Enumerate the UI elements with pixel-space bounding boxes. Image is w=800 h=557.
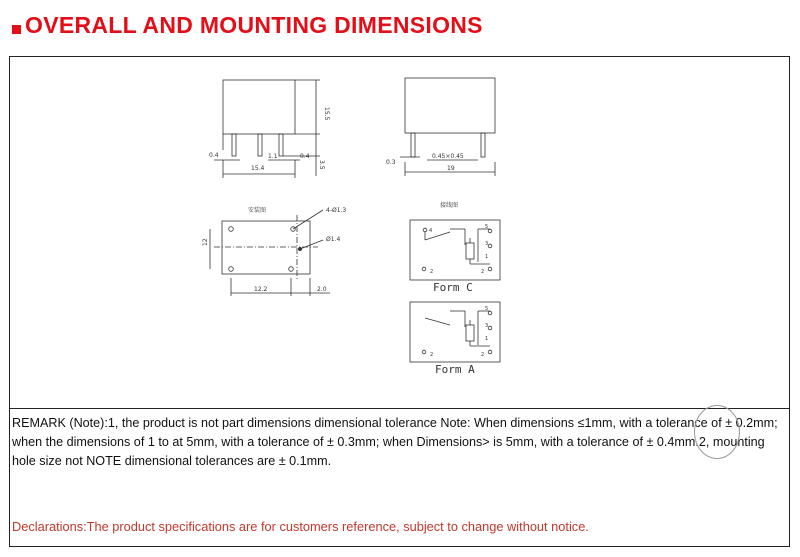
front-dim-width: 15.4 (251, 165, 265, 172)
form-c-pin-3: 3 (485, 241, 489, 247)
wiring-view-title: 接线图 (440, 202, 459, 209)
form-c-pin-2-left: 2 (430, 269, 434, 275)
frame-divider (9, 408, 790, 409)
mount-view (210, 210, 330, 296)
front-dim-pin-mid: 1.1 (268, 153, 278, 160)
side-dim-pin: 0.3 (386, 159, 396, 166)
form-c-pin-4: 4 (429, 228, 433, 234)
remark-note: REMARK (Note):1, the product is not part dimensions dimensional tolerance Note: When dimensions ≤1mm, with a tolerance of ± 0.2mm; when the dimensions of 1 to at 5mm, with a tolerance of ± 0.3mm; when Dimensions> is 5mm, with a tolerance of ± 0.4mm.2, mounting hole size not NOTE dimensional tolerances are ± 0.1mm. (12, 416, 778, 468)
mount-dim-center-hole: Ø1.4 (326, 236, 341, 243)
side-dim-pin-section: 0.45×0.45 (432, 153, 464, 160)
section-title-text: OVERALL AND MOUNTING DIMENSIONS (25, 11, 483, 38)
front-view (214, 80, 320, 178)
title-bullet-icon (12, 25, 21, 34)
dimension-drawing (190, 64, 620, 394)
form-c-pin-5: 5 (485, 224, 489, 230)
form-a-pin-2-right: 2 (481, 352, 485, 358)
form-c-pin-2-right: 2 (481, 269, 485, 275)
mount-dim-pitch1: 12.2 (254, 286, 268, 293)
form-a-pin-5: 5 (485, 306, 489, 312)
front-dim-pin-right: 0.4 (300, 153, 310, 160)
side-dim-width: 19 (447, 165, 455, 172)
form-a-label: Form A (435, 363, 475, 376)
side-view (400, 78, 495, 176)
front-dim-pin-left: 0.4 (209, 152, 219, 159)
mount-dim-height: 12 (202, 238, 209, 246)
form-c-label: Form C (433, 281, 473, 294)
mount-dim-holes: 4-Ø1.3 (326, 207, 347, 214)
form-a-pin-1: 1 (485, 336, 489, 342)
front-dim-height: 15.5 (323, 107, 330, 121)
form-c-pin-1: 1 (485, 254, 489, 260)
front-dim-pin-length: 3.5 (318, 160, 325, 170)
form-a-pin-2-left: 2 (430, 352, 434, 358)
mount-dim-pitch2: 2.0 (317, 286, 327, 293)
section-title (12, 9, 483, 41)
highlight-circle (694, 405, 740, 459)
mount-view-title: 安装图 (248, 207, 267, 214)
declaration-text: Declarations:The product specifications are for customers reference, subject to change without notice. (12, 519, 589, 534)
form-a-pin-3: 3 (485, 323, 489, 329)
